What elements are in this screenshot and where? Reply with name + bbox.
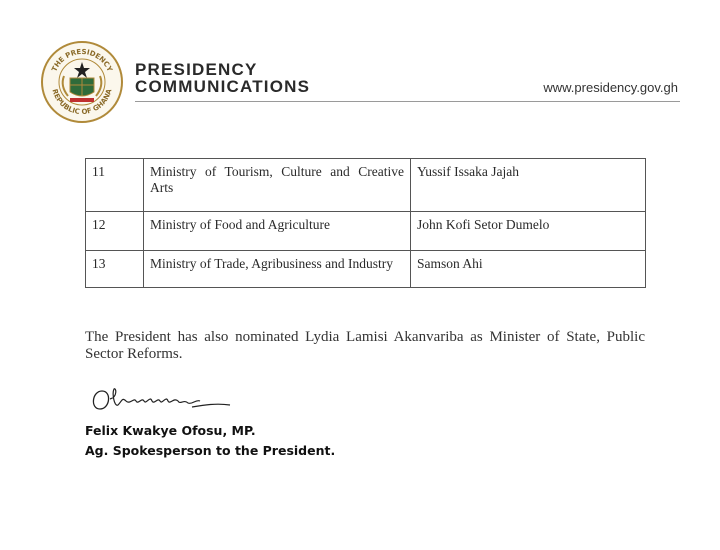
website-link[interactable]: www.presidency.gov.gh — [543, 80, 678, 95]
row-number: 11 — [86, 159, 144, 212]
nominee-cell: Yussif Issaka Jajah — [411, 159, 646, 212]
nominee-cell: John Kofi Setor Dumelo — [411, 212, 646, 251]
org-name — [135, 61, 310, 95]
signatory-block — [85, 421, 335, 461]
row-number: 12 — [86, 212, 144, 251]
table-row — [86, 212, 646, 251]
seal-text-top: THE PRESIDENCY — [50, 47, 114, 73]
row-number: 13 — [86, 251, 144, 288]
ministry-cell: Ministry of Trade, Agribusiness and Industry — [144, 251, 411, 288]
table-row — [86, 159, 646, 212]
nomination-paragraph: The President has also nominated Lydia Lamisi Akanvariba as Minister of State, Public Sector Reforms. — [85, 329, 645, 362]
ministry-cell: Ministry of Tourism, Culture and Creative Arts — [144, 159, 411, 212]
table-row — [86, 251, 646, 288]
presidency-seal-logo — [40, 40, 124, 124]
nominee-cell: Samson Ahi — [411, 251, 646, 288]
ministers-table — [85, 158, 646, 288]
signatory-name: Felix Kwakye Ofosu, MP. — [85, 423, 256, 438]
signatory-title: Ag. Spokesperson to the President. — [85, 443, 336, 458]
handwritten-signature — [88, 383, 238, 417]
org-name-line2: COMMUNICATIONS — [135, 77, 311, 96]
header-divider — [135, 101, 680, 102]
seal-text-bottom: REPUBLIC OF GHANA — [50, 88, 114, 117]
org-name-line1: PRESIDENCY — [135, 60, 258, 79]
ministry-cell: Ministry of Food and Agriculture — [144, 212, 411, 251]
